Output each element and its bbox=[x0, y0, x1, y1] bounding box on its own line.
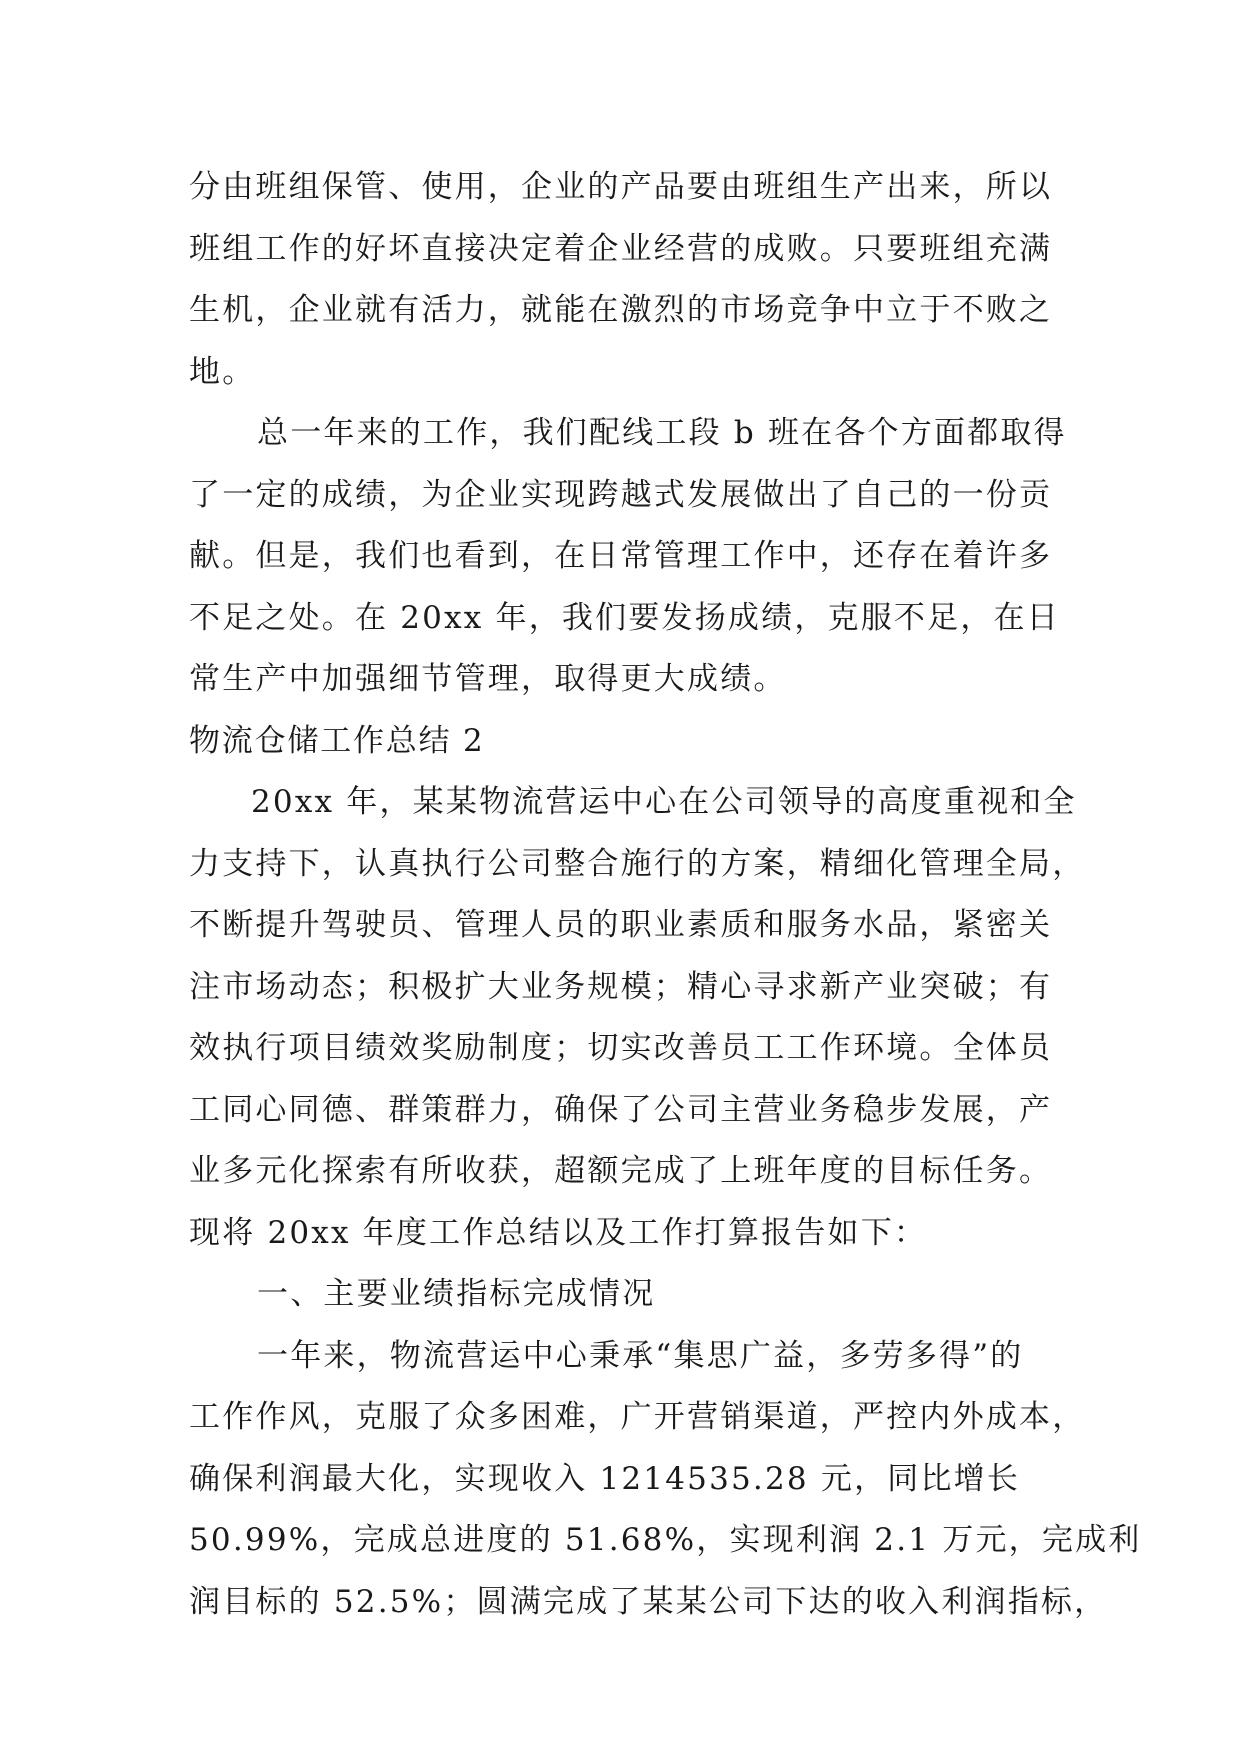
paragraph-line: 20xx 年，某某物流营运中心在公司领导的高度重视和全 bbox=[251, 784, 1077, 820]
paragraph-line: 确保利润最大化，实现收入 1214535.28 元，同比增长 bbox=[189, 1460, 1021, 1497]
paragraph-line: 分由班组保管、使用，企业的产品要由班组生产出来，所以 bbox=[189, 169, 1053, 205]
paragraph-line: 一年来，物流营运中心秉承“集思广益，多劳多得”的 bbox=[257, 1337, 1024, 1374]
paragraph-line: 不断提升驾驶员、管理人员的职业素质和服务水品，紧密关 bbox=[189, 907, 1053, 943]
paragraph-line: 效执行项目绩效奖励制度；切实改善员工工作环境。全体员 bbox=[189, 1030, 1053, 1066]
paragraph-line: 工作作风，克服了众多困难，广开营销渠道，严控内外成本， bbox=[189, 1399, 1086, 1435]
paragraph-line: 献。但是，我们也看到，在日常管理工作中，还存在着许多 bbox=[189, 538, 1053, 574]
paragraph-line: 了一定的成绩，为企业实现跨越式发展做出了自己的一份贡 bbox=[189, 476, 1053, 513]
paragraph-line: 不足之处。在 20xx 年，我们要发扬成绩，克服不足，在日 bbox=[189, 599, 1060, 636]
paragraph-line: 生机，企业就有活力，就能在激烈的市场竞争中立于不败之 bbox=[189, 292, 1053, 328]
paragraph-line: 工同心同德、群策群力，确保了公司主营业务稳步发展，产 bbox=[189, 1091, 1053, 1128]
paragraph-line: 地。 bbox=[189, 353, 256, 390]
paragraph-line: 现将 20xx 年度工作总结以及工作打算报告如下： bbox=[189, 1214, 928, 1251]
subsection-heading: 一、主要业绩指标完成情况 bbox=[257, 1276, 656, 1312]
paragraph-line: 班组工作的好坏直接决定着企业经营的成败。只要班组充满 bbox=[189, 230, 1053, 267]
paragraph-line: 注市场动态；积极扩大业务规模；精心寻求新产业突破；有 bbox=[189, 968, 1053, 1005]
document-body bbox=[189, 157, 1142, 1633]
paragraph-line: 常生产中加强细节管理，取得更大成绩。 bbox=[189, 661, 787, 697]
paragraph-line: 业多元化探索有所收获，超额完成了上班年度的目标任务。 bbox=[189, 1153, 1053, 1189]
paragraph-line: 总一年来的工作，我们配线工段 b 班在各个方面都取得 bbox=[257, 415, 1067, 451]
paragraph-line: 50.99%，完成总进度的 51.68%，实现利润 2.1 万元，完成利 bbox=[189, 1522, 1142, 1558]
section-title: 物流仓储工作总结 2 bbox=[189, 722, 485, 759]
paragraph-line: 力支持下，认真执行公司整合施行的方案，精细化管理全局， bbox=[189, 845, 1086, 882]
paragraph-line: 润目标的 52.5%；圆满完成了某某公司下达的收入利润指标， bbox=[189, 1583, 1108, 1620]
